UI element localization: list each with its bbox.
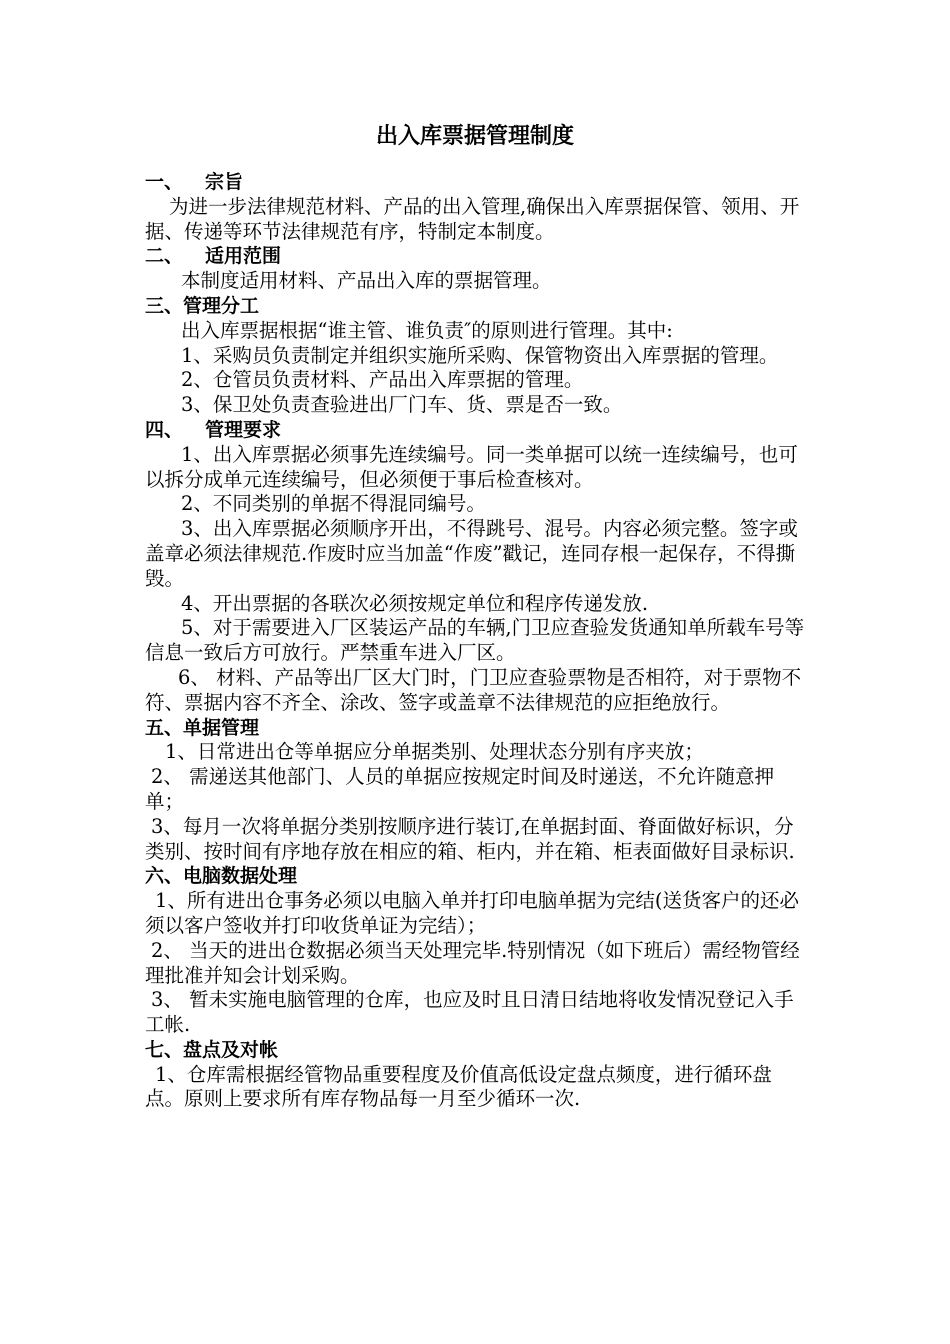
paragraph: 3、出入库票据必须顺序开出，不得跳号、混号。内容必须完整。签字或盖章必须法律规范.作废时应当加盖“作废”戳记，连同存根一起保存，不得撕毁。 [145, 517, 798, 590]
paragraph: 6、 材料、产品等出厂区大门时，门卫应查验票物是否相符，对于票物不符、票据内容不齐全、涂改、签字或盖章不法律规范的应拒绝放行。 [145, 665, 802, 714]
paragraph: 1、仓库需根据经管物品重要程度及价值高低设定盘点频度，进行循环盘点。原则上要求所有库存物品每一月至少循环一次. [145, 1062, 772, 1111]
paragraph: 出入库票据根据“谁主管、谁负责″的原则进行管理。其中: [181, 318, 673, 342]
paragraph: 本制度适用材料、产品出入库的票据管理。 [181, 269, 552, 293]
document-body [145, 170, 810, 1112]
paragraph: 3、 暂未实施电脑管理的仓库，也应及时且日清日结地将收发情况登记入手工帐. [145, 988, 794, 1037]
section-number: 五、 [145, 716, 184, 739]
section-title: 管理要求 [205, 418, 282, 441]
section-number: 二、 [145, 245, 184, 268]
section-number: 三、 [145, 294, 184, 317]
section-heading-3 [145, 294, 810, 319]
paragraph: 1、日常进出仓等单据应分单据类别、处理状态分别有序夹放； [165, 740, 704, 764]
section-heading-5 [145, 716, 810, 741]
section-number: 七、 [145, 1038, 184, 1061]
section-heading-7 [145, 1038, 810, 1063]
section-title: 盘点及对帐 [183, 1038, 279, 1061]
paragraph: 3、每月一次将单据分类别按顺序进行装订,在单据封面、脊面做好标识，分类别、按时间有序地存放在相应的箱、柜内，并在箱、柜表面做好目录标识. [145, 814, 795, 863]
section-number: 四、 [145, 418, 184, 441]
section-heading-6 [145, 864, 810, 889]
paragraph: 2、不同类别的单据不得混同编号。 [181, 492, 486, 516]
paragraph: 3、保卫处负责查验进出厂门车、货、票是否一致。 [181, 393, 623, 417]
section-title: 管理分工 [183, 294, 260, 317]
paragraph: 2、 当天的进出仓数据必须当天处理完毕.特别情况（如下班后）需经物管经理批准并知会计划采购。 [145, 938, 800, 987]
paragraph: 4、开出票据的各联次必须按规定单位和程序传递发放. [181, 591, 649, 615]
paragraph: 1、所有进出仓事务必须以电脑入单并打印电脑单据为完结(送货客户的还必须以客户签收并打印收货单证为完结）； [145, 889, 800, 937]
paragraph: 为进一步法律规范材料、产品的出入管理,确保出入库票据保管、领用、开据、传递等环节法律规范有序，特制定本制度。 [145, 194, 800, 243]
paragraph: 5、对于需要进入厂区装运产品的车辆,门卫应查验发货通知单所载车号等信息一致后方可放行。严禁重车进入厂区。 [145, 616, 805, 665]
section-title: 宗旨 [205, 171, 244, 193]
section-heading-1 [145, 170, 810, 195]
paragraph: 1、出入库票据必须事先连续编号。同一类单据可以统一连续编号，也可以拆分成单元连续编号，但必须便于事后检查核对。 [145, 442, 798, 491]
section-title: 电脑数据处理 [183, 865, 298, 888]
section-number: 六、 [145, 865, 184, 888]
section-title: 单据管理 [183, 716, 260, 739]
document-title: 出入库票据管理制度 [375, 124, 574, 149]
section-heading-4 [145, 418, 810, 443]
section-heading-2 [145, 244, 810, 269]
paragraph: 2、 需递送其他部门、人员的单据应按规定时间及时递送，不允许随意押单； [145, 765, 775, 813]
paragraph: 1、采购员负责制定并组织实施所采购、保管物资出入库票据的管理。 [181, 343, 779, 367]
paragraph: 2、仓管员负责材料、产品出入库票据的管理。 [181, 368, 584, 392]
section-title: 适用范围 [205, 245, 282, 268]
section-number: 一、 [145, 171, 184, 193]
